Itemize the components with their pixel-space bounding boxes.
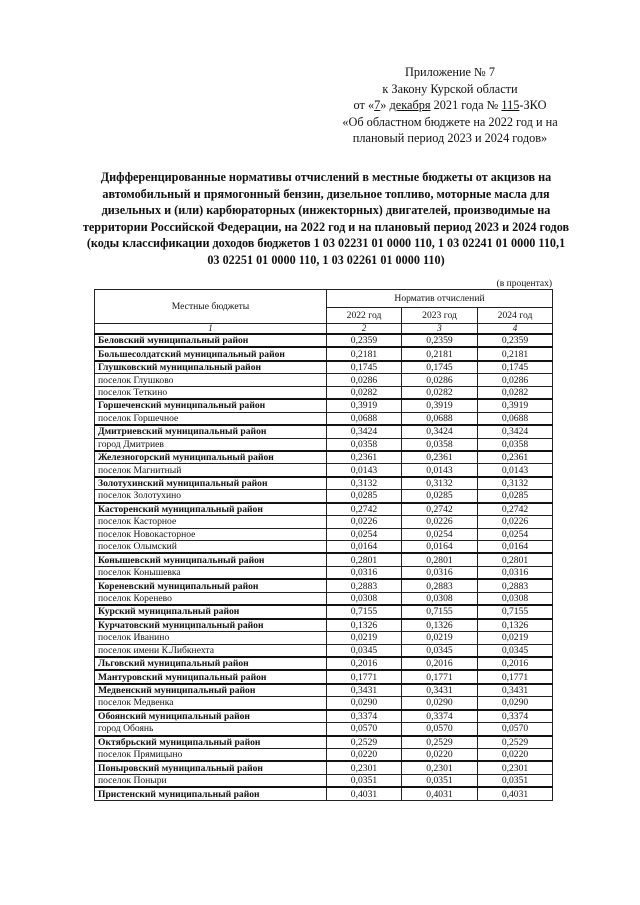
table-row	[95, 374, 553, 386]
column-index: 4	[478, 324, 553, 335]
budget-name: Поныровский муниципальный район	[95, 761, 327, 774]
appendix-number: Приложение № 7	[404, 65, 496, 79]
norm-value: 0,0219	[478, 632, 553, 644]
budget-name: Глушковский муниципальный район	[95, 361, 327, 374]
norm-value: 0,0282	[402, 386, 478, 399]
norm-value: 0,2361	[402, 451, 478, 464]
budget-name: поселок Глушково	[95, 374, 327, 386]
norm-value: 0,2301	[327, 761, 402, 774]
norm-value: 0,0358	[478, 438, 553, 451]
table-row	[95, 774, 553, 787]
budget-name: Золотухинский муниципальный район	[95, 477, 327, 490]
budget-name: поселок Поныри	[95, 774, 327, 787]
norm-value: 0,1326	[402, 619, 478, 632]
norm-value: 0,0308	[402, 592, 478, 605]
budget-name: Мантуровский муниципальный район	[95, 670, 327, 683]
norm-value: 0,3374	[478, 710, 553, 723]
table-row	[95, 516, 553, 528]
norm-value: 0,0358	[402, 438, 478, 451]
budget-name: поселок Горшечное	[95, 412, 327, 425]
norm-value: 0,3132	[402, 477, 478, 490]
units-note: (в процентах)	[496, 279, 552, 289]
norm-value: 0,3431	[402, 684, 478, 697]
budget-name: Конышевский муниципальный район	[95, 553, 327, 566]
budget-name: Железногорский муниципальный район	[95, 451, 327, 464]
norm-value: 0,2359	[478, 334, 553, 347]
norm-value: 0,0570	[402, 723, 478, 736]
norm-value: 0,0286	[478, 374, 553, 386]
norm-value: 0,0351	[402, 774, 478, 787]
table-row	[95, 605, 553, 618]
budget-name: Дмитриевский муниципальный район	[95, 425, 327, 438]
norm-value: 0,0219	[402, 632, 478, 644]
norm-value: 0,0254	[327, 528, 402, 540]
norm-value: 0,0282	[327, 386, 402, 399]
budget-name: город Дмитриев	[95, 438, 327, 451]
norm-value: 0,2742	[327, 503, 402, 516]
norm-value: 0,0226	[478, 516, 553, 528]
norm-value: 0,0308	[327, 592, 402, 605]
column-index: 2	[327, 324, 402, 335]
norm-value: 0,0286	[402, 374, 478, 386]
norm-value: 0,1745	[478, 361, 553, 374]
budget-name: поселок Медвенка	[95, 697, 327, 710]
column-index-row	[95, 324, 553, 335]
norms-table	[94, 289, 553, 801]
norm-value: 0,1771	[327, 670, 402, 683]
budget-name: Октябрьский муниципальный район	[95, 736, 327, 749]
norm-value: 0,2529	[402, 736, 478, 749]
norm-value: 0,3431	[327, 684, 402, 697]
table-row	[95, 386, 553, 399]
table-row	[95, 553, 553, 566]
table-row	[95, 334, 553, 347]
norm-value: 0,3919	[478, 399, 553, 412]
norm-value: 0,0290	[327, 697, 402, 710]
norm-value: 0,3424	[402, 425, 478, 438]
table-row	[95, 761, 553, 774]
norm-value: 0,2361	[478, 451, 553, 464]
norm-value: 0,0345	[402, 644, 478, 657]
norm-value: 0,2181	[478, 347, 553, 360]
header-year: 2023 год	[402, 308, 478, 324]
header-year: 2024 год	[478, 308, 553, 324]
table-row	[95, 632, 553, 644]
table-row	[95, 541, 553, 554]
budget-name: поселок Конышевка	[95, 566, 327, 579]
norm-value: 0,1326	[327, 619, 402, 632]
norm-value: 0,0351	[478, 774, 553, 787]
budget-name: поселок Магнитный	[95, 464, 327, 477]
norm-value: 0,2883	[327, 579, 402, 592]
norm-value: 0,0220	[327, 749, 402, 762]
norm-value: 0,7155	[327, 605, 402, 618]
table-row	[95, 579, 553, 592]
norm-value: 0,0308	[478, 592, 553, 605]
budget-name: Обоянский муниципальный район	[95, 710, 327, 723]
norm-value: 0,2742	[402, 503, 478, 516]
norm-value: 0,4031	[402, 787, 478, 800]
norm-value: 0,0164	[478, 541, 553, 554]
document-title: Дифференцированные нормативы отчислений в местные бюджеты от акцизов на автомобильный и прямогонный бензин, дизельное топливо, моторные масла для дизельных и (или) карбюраторных (инжекторных) двигателей, производимые на территории Российской Федерации, на 2022 год и на плановый период 2023 и 2024 годов (коды классификации доходов бюджетов 1 03 02231 01 0000 110, 1 03 02241 01 0000 110,1 03 02251 01 0000 110, 1 03 02261 01 0000 110)	[82, 170, 570, 267]
norm-value: 0,0345	[327, 644, 402, 657]
norm-value: 0,1326	[478, 619, 553, 632]
budget-name: Большесолдатский муниципальный район	[95, 347, 327, 360]
norm-value: 0,1771	[478, 670, 553, 683]
norm-value: 0,3919	[327, 399, 402, 412]
budget-name: поселок Олымский	[95, 541, 327, 554]
appendix-law-title-1: «Об областном бюджете на 2022 год и на	[342, 114, 558, 129]
norm-value: 0,0286	[327, 374, 402, 386]
norm-value: 0,0316	[327, 566, 402, 579]
budget-name: поселок имени К.Либкнехта	[95, 644, 327, 657]
table-row	[95, 670, 553, 683]
table-row	[95, 697, 553, 710]
norm-value: 0,0285	[327, 490, 402, 503]
norm-value: 0,3132	[327, 477, 402, 490]
table-row	[95, 787, 553, 800]
table-row	[95, 736, 553, 749]
table-row	[95, 684, 553, 697]
norm-value: 0,2801	[402, 553, 478, 566]
budget-name: поселок Иванино	[95, 632, 327, 644]
table-row	[95, 412, 553, 425]
norm-value: 0,4031	[327, 787, 402, 800]
norm-value: 0,3132	[478, 477, 553, 490]
norm-value: 0,0316	[402, 566, 478, 579]
budget-name: Медвенский муниципальный район	[95, 684, 327, 697]
budget-name: Горшеченский муниципальный район	[95, 399, 327, 412]
norm-value: 0,7155	[402, 605, 478, 618]
table-row	[95, 710, 553, 723]
table-row	[95, 477, 553, 490]
table-row	[95, 490, 553, 503]
appendix-law-ref: к Закону Курской области	[382, 81, 518, 96]
appendix-law-date: от «7» декабря 2021 года № 115-ЗКО	[353, 98, 547, 113]
header-norm: Норматив отчислений	[327, 290, 553, 308]
table-row	[95, 399, 553, 412]
norm-value: 0,0570	[327, 723, 402, 736]
norm-value: 0,2016	[327, 657, 402, 670]
norm-value: 0,0351	[327, 774, 402, 787]
table-row	[95, 619, 553, 632]
norm-value: 0,0164	[327, 541, 402, 554]
budget-name: Курчатовский муниципальный район	[95, 619, 327, 632]
norm-value: 0,0570	[478, 723, 553, 736]
budget-name: поселок Теткино	[95, 386, 327, 399]
norm-value: 0,4031	[478, 787, 553, 800]
table-row	[95, 503, 553, 516]
norm-value: 0,0226	[402, 516, 478, 528]
table-row	[95, 528, 553, 540]
norm-value: 0,2529	[478, 736, 553, 749]
header-year: 2022 год	[327, 308, 402, 324]
norm-value: 0,1745	[327, 361, 402, 374]
norm-value: 0,0285	[478, 490, 553, 503]
norm-value: 0,2529	[327, 736, 402, 749]
budget-name: Касторенский муниципальный район	[95, 503, 327, 516]
budget-name: Беловский муниципальный район	[95, 334, 327, 347]
column-index: 3	[402, 324, 478, 335]
norm-value: 0,2801	[327, 553, 402, 566]
table-row	[95, 723, 553, 736]
norm-value: 0,0143	[478, 464, 553, 477]
norm-value: 0,2181	[327, 347, 402, 360]
norm-value: 0,2361	[327, 451, 402, 464]
norm-value: 0,2181	[402, 347, 478, 360]
table-row	[95, 657, 553, 670]
norm-value: 0,0282	[478, 386, 553, 399]
norm-value: 0,3431	[478, 684, 553, 697]
budget-name: Льговский муниципальный район	[95, 657, 327, 670]
norm-value: 0,0219	[327, 632, 402, 644]
table-row	[95, 438, 553, 451]
table-row	[95, 592, 553, 605]
norm-value: 0,0316	[478, 566, 553, 579]
norm-value: 0,0285	[402, 490, 478, 503]
header-local-budgets: Местные бюджеты	[95, 290, 327, 324]
norm-value: 0,0290	[402, 697, 478, 710]
table-row	[95, 464, 553, 477]
norm-value: 0,0345	[478, 644, 553, 657]
budget-name: поселок Коренево	[95, 592, 327, 605]
norm-value: 0,0254	[478, 528, 553, 540]
table-row	[95, 451, 553, 464]
norm-value: 0,3374	[402, 710, 478, 723]
table-row	[95, 566, 553, 579]
norm-value: 0,0688	[402, 412, 478, 425]
column-index: 1	[95, 324, 327, 335]
norm-value: 0,2359	[402, 334, 478, 347]
norm-value: 0,0220	[402, 749, 478, 762]
norm-value: 0,1771	[402, 670, 478, 683]
norm-value: 0,0254	[402, 528, 478, 540]
norm-value: 0,0226	[327, 516, 402, 528]
budget-name: поселок Прямицыно	[95, 749, 327, 762]
norm-value: 0,2801	[478, 553, 553, 566]
norm-value: 0,2301	[402, 761, 478, 774]
norm-value: 0,0688	[478, 412, 553, 425]
budget-name: поселок Касторное	[95, 516, 327, 528]
table-row	[95, 347, 553, 360]
norm-value: 0,3424	[478, 425, 553, 438]
budget-name: Пристенский муниципальный район	[95, 787, 327, 800]
norm-value: 0,7155	[478, 605, 553, 618]
budget-name: город Обоянь	[95, 723, 327, 736]
norm-value: 0,2016	[402, 657, 478, 670]
table-row	[95, 361, 553, 374]
budget-name: поселок Новокасторное	[95, 528, 327, 540]
norm-value: 0,2883	[402, 579, 478, 592]
table-row	[95, 749, 553, 762]
budget-name: Кореневский муниципальный район	[95, 579, 327, 592]
table-row	[95, 644, 553, 657]
norm-value: 0,0290	[478, 697, 553, 710]
norm-value: 0,0143	[327, 464, 402, 477]
table-row	[95, 425, 553, 438]
norm-value: 0,3919	[402, 399, 478, 412]
appendix-header	[330, 64, 570, 147]
norm-value: 0,2359	[327, 334, 402, 347]
norm-value: 0,0688	[327, 412, 402, 425]
budget-name: Курский муниципальный район	[95, 605, 327, 618]
norm-value: 0,0220	[478, 749, 553, 762]
norm-value: 0,3424	[327, 425, 402, 438]
norm-value: 0,2301	[478, 761, 553, 774]
norm-value: 0,0143	[402, 464, 478, 477]
budget-name: поселок Золотухино	[95, 490, 327, 503]
norm-value: 0,2742	[478, 503, 553, 516]
norm-value: 0,0164	[402, 541, 478, 554]
norm-value: 0,2883	[478, 579, 553, 592]
norm-value: 0,1745	[402, 361, 478, 374]
appendix-law-title-2: плановый период 2023 и 2024 годов»	[352, 131, 548, 146]
norm-value: 0,3374	[327, 710, 402, 723]
norm-value: 0,0358	[327, 438, 402, 451]
norm-value: 0,2016	[478, 657, 553, 670]
